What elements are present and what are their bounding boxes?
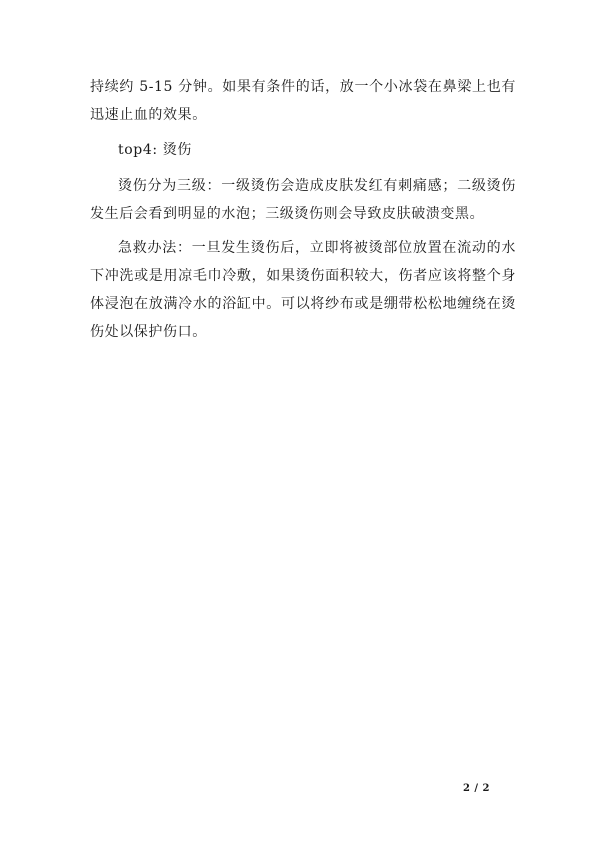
paragraph-burn-degrees: 烫伤分为三级：一级烫伤会造成皮肤发红有刺痛感；二级烫伤发生后会看到明显的水泡；三级烫伤则会导致皮肤破溃变黑。: [90, 178, 516, 222]
paragraph-first-aid: 急救办法：一旦发生烫伤后，立即将被烫部位放置在流动的水下冲洗或是用凉毛巾冷敷，如果烫伤面积较大，伤者应该将整个身体浸泡在放满冷水的浴缸中。可以将纱布或是绷带松松地缠绕在烫伤处以保护伤口。: [90, 240, 516, 340]
page-number: 2 / 2: [462, 783, 490, 794]
paragraph-nosebleed-continued: 持续约 5-15 分钟。如果有条件的话，放一个小冰袋在鼻梁上也有迅速止血的效果。: [90, 79, 516, 123]
section-heading-burns: top4: 烫伤: [118, 142, 192, 158]
